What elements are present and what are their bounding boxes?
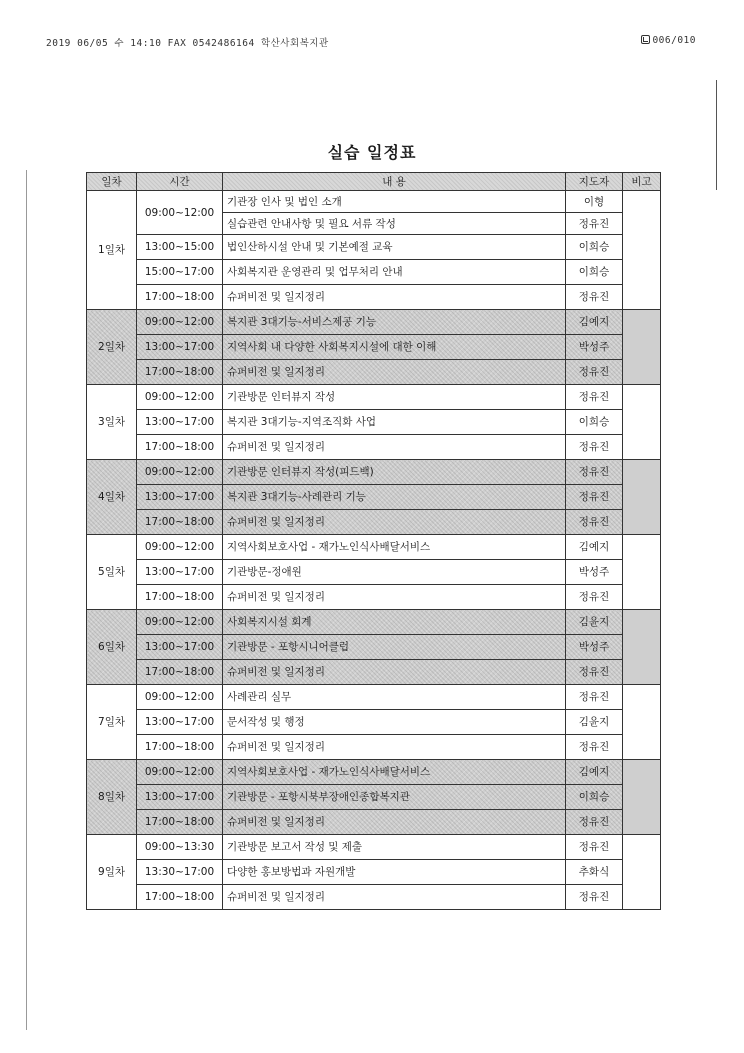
day-cell: 3일차 — [87, 385, 137, 460]
fax-page-number — [641, 35, 696, 46]
instructor-cell: 정유진 — [566, 885, 623, 910]
instructor-cell: 정유진 — [566, 510, 623, 535]
note-cell — [623, 460, 661, 535]
time-cell: 17:00~18:00 — [137, 660, 223, 685]
table-row — [87, 285, 661, 310]
time-cell: 13:00~17:00 — [137, 785, 223, 810]
content-cell: 실습관련 안내사항 및 필요 서류 작성 — [223, 213, 566, 235]
time-cell: 17:00~18:00 — [137, 585, 223, 610]
instructor-cell: 정유진 — [566, 810, 623, 835]
time-cell: 13:30~17:00 — [137, 860, 223, 885]
table-row — [87, 610, 661, 635]
instructor-cell: 정유진 — [566, 285, 623, 310]
table-row — [87, 860, 661, 885]
instructor-cell: 박성주 — [566, 335, 623, 360]
content-cell: 사회복지관 운영관리 및 업무처리 안내 — [223, 260, 566, 285]
content-cell: 기관방문-정애원 — [223, 560, 566, 585]
table-header-row — [87, 173, 661, 191]
content-cell: 슈퍼비전 및 일지정리 — [223, 735, 566, 760]
content-cell: 지역사회 내 다양한 사회복지시설에 대한 이해 — [223, 335, 566, 360]
time-cell: 09:00~12:00 — [137, 535, 223, 560]
content-cell: 복지관 3대기능-지역조직화 사업 — [223, 410, 566, 435]
day-cell: 5일차 — [87, 535, 137, 610]
instructor-cell: 정유진 — [566, 360, 623, 385]
table-row — [87, 660, 661, 685]
time-cell: 13:00~17:00 — [137, 635, 223, 660]
header-instructor: 지도자 — [566, 173, 623, 191]
table-row — [87, 885, 661, 910]
day-cell: 9일차 — [87, 835, 137, 910]
table-row — [87, 310, 661, 335]
instructor-cell: 추화식 — [566, 860, 623, 885]
table-row — [87, 235, 661, 260]
time-cell: 09:00~12:00 — [137, 610, 223, 635]
content-cell: 슈퍼비전 및 일지정리 — [223, 660, 566, 685]
table-row — [87, 435, 661, 460]
table-row — [87, 335, 661, 360]
content-cell: 다양한 홍보방법과 자원개발 — [223, 860, 566, 885]
header-time: 시간 — [137, 173, 223, 191]
header-day: 일차 — [87, 173, 137, 191]
table-row — [87, 735, 661, 760]
instructor-cell: 김윤지 — [566, 610, 623, 635]
note-cell — [623, 310, 661, 385]
day-cell: 7일차 — [87, 685, 137, 760]
note-cell — [623, 760, 661, 835]
instructor-cell: 정유진 — [566, 585, 623, 610]
content-cell: 슈퍼비전 및 일지정리 — [223, 285, 566, 310]
note-cell — [623, 835, 661, 910]
instructor-cell: 이형 — [566, 191, 623, 213]
document-title: 실습 일정표 — [327, 143, 417, 162]
content-cell: 법인산하시설 안내 및 기본예절 교육 — [223, 235, 566, 260]
time-cell: 13:00~17:00 — [137, 560, 223, 585]
instructor-cell: 정유진 — [566, 485, 623, 510]
content-cell: 복지관 3대기능-서비스제공 기능 — [223, 310, 566, 335]
table-row — [87, 385, 661, 410]
table-row — [87, 485, 661, 510]
note-cell — [623, 191, 661, 310]
time-cell: 17:00~18:00 — [137, 285, 223, 310]
instructor-cell: 김예지 — [566, 535, 623, 560]
day-cell: 6일차 — [87, 610, 137, 685]
content-cell: 기관방문 인터뷰지 작성(피드백) — [223, 460, 566, 485]
instructor-cell: 정유진 — [566, 735, 623, 760]
content-cell: 슈퍼비전 및 일지정리 — [223, 435, 566, 460]
table-row — [87, 260, 661, 285]
time-cell: 17:00~18:00 — [137, 435, 223, 460]
header-content: 내 용 — [223, 173, 566, 191]
time-cell: 13:00~17:00 — [137, 710, 223, 735]
time-cell: 17:00~18:00 — [137, 885, 223, 910]
time-cell: 15:00~17:00 — [137, 260, 223, 285]
time-cell: 13:00~17:00 — [137, 485, 223, 510]
scan-artifact-line — [26, 170, 27, 1030]
instructor-cell: 박성주 — [566, 635, 623, 660]
content-cell: 기관방문 보고서 작성 및 제출 — [223, 835, 566, 860]
note-cell — [623, 610, 661, 685]
fax-page-label: 006/010 — [652, 35, 696, 46]
time-cell: 17:00~18:00 — [137, 510, 223, 535]
table-row — [87, 460, 661, 485]
table-row — [87, 810, 661, 835]
instructor-cell: 박성주 — [566, 560, 623, 585]
instructor-cell: 정유진 — [566, 213, 623, 235]
instructor-cell: 이희승 — [566, 785, 623, 810]
time-cell: 09:00~12:00 — [137, 310, 223, 335]
content-cell: 복지관 3대기능-사례관리 기능 — [223, 485, 566, 510]
time-cell: 09:00~12:00 — [137, 685, 223, 710]
content-cell: 기관장 인사 및 법인 소개 — [223, 191, 566, 213]
note-cell — [623, 385, 661, 460]
time-cell: 09:00~12:00 — [137, 191, 223, 235]
table-row — [87, 710, 661, 735]
time-cell: 17:00~18:00 — [137, 360, 223, 385]
table-row — [87, 560, 661, 585]
time-cell: 17:00~18:00 — [137, 810, 223, 835]
table-row — [87, 785, 661, 810]
table-row — [87, 635, 661, 660]
note-cell — [623, 685, 661, 760]
instructor-cell: 김윤지 — [566, 710, 623, 735]
content-cell: 기관방문 - 포항시북부장애인종합복지관 — [223, 785, 566, 810]
scan-artifact-line — [716, 80, 717, 190]
table-row — [87, 535, 661, 560]
content-cell: 슈퍼비전 및 일지정리 — [223, 885, 566, 910]
instructor-cell: 김예지 — [566, 760, 623, 785]
time-cell: 17:00~18:00 — [137, 735, 223, 760]
instructor-cell: 김예지 — [566, 310, 623, 335]
day-cell: 4일차 — [87, 460, 137, 535]
content-cell: 기관방문 - 포항시니어클럽 — [223, 635, 566, 660]
time-cell: 13:00~17:00 — [137, 335, 223, 360]
content-cell: 슈퍼비전 및 일지정리 — [223, 585, 566, 610]
fax-check-icon — [641, 35, 650, 44]
content-cell: 기관방문 인터뷰지 작성 — [223, 385, 566, 410]
day-cell: 2일차 — [87, 310, 137, 385]
instructor-cell: 이희승 — [566, 235, 623, 260]
time-cell: 09:00~12:00 — [137, 385, 223, 410]
time-cell: 13:00~15:00 — [137, 235, 223, 260]
time-cell: 09:00~13:30 — [137, 835, 223, 860]
instructor-cell: 정유진 — [566, 685, 623, 710]
time-cell: 09:00~12:00 — [137, 760, 223, 785]
content-cell: 슈퍼비전 및 일지정리 — [223, 360, 566, 385]
table-row — [87, 510, 661, 535]
content-cell: 사회복지시설 회계 — [223, 610, 566, 635]
fax-header-info: 2019 06/05 수 14:10 FAX 0542486164 학산사회복지관 — [46, 38, 329, 49]
content-cell: 지역사회보호사업 - 재가노인식사배달서비스 — [223, 760, 566, 785]
instructor-cell: 정유진 — [566, 460, 623, 485]
day-cell: 1일차 — [87, 191, 137, 310]
table-row — [87, 410, 661, 435]
time-cell: 09:00~12:00 — [137, 460, 223, 485]
fax-header — [46, 35, 696, 49]
table-row — [87, 685, 661, 710]
content-cell: 슈퍼비전 및 일지정리 — [223, 810, 566, 835]
instructor-cell: 정유진 — [566, 835, 623, 860]
content-cell: 문서작성 및 행정 — [223, 710, 566, 735]
instructor-cell: 정유진 — [566, 435, 623, 460]
time-cell: 13:00~17:00 — [137, 410, 223, 435]
content-cell: 사례관리 실무 — [223, 685, 566, 710]
table-row — [87, 191, 661, 213]
instructor-cell: 정유진 — [566, 660, 623, 685]
day-cell: 8일차 — [87, 760, 137, 835]
content-cell: 지역사회보호사업 - 재가노인식사배달서비스 — [223, 535, 566, 560]
table-row — [87, 360, 661, 385]
schedule-table — [86, 172, 661, 910]
instructor-cell: 이희승 — [566, 260, 623, 285]
header-note: 비고 — [623, 173, 661, 191]
table-row — [87, 760, 661, 785]
table-row — [87, 835, 661, 860]
table-row — [87, 585, 661, 610]
note-cell — [623, 535, 661, 610]
instructor-cell: 이희승 — [566, 410, 623, 435]
schedule-body — [87, 191, 661, 910]
content-cell: 슈퍼비전 및 일지정리 — [223, 510, 566, 535]
instructor-cell: 정유진 — [566, 385, 623, 410]
